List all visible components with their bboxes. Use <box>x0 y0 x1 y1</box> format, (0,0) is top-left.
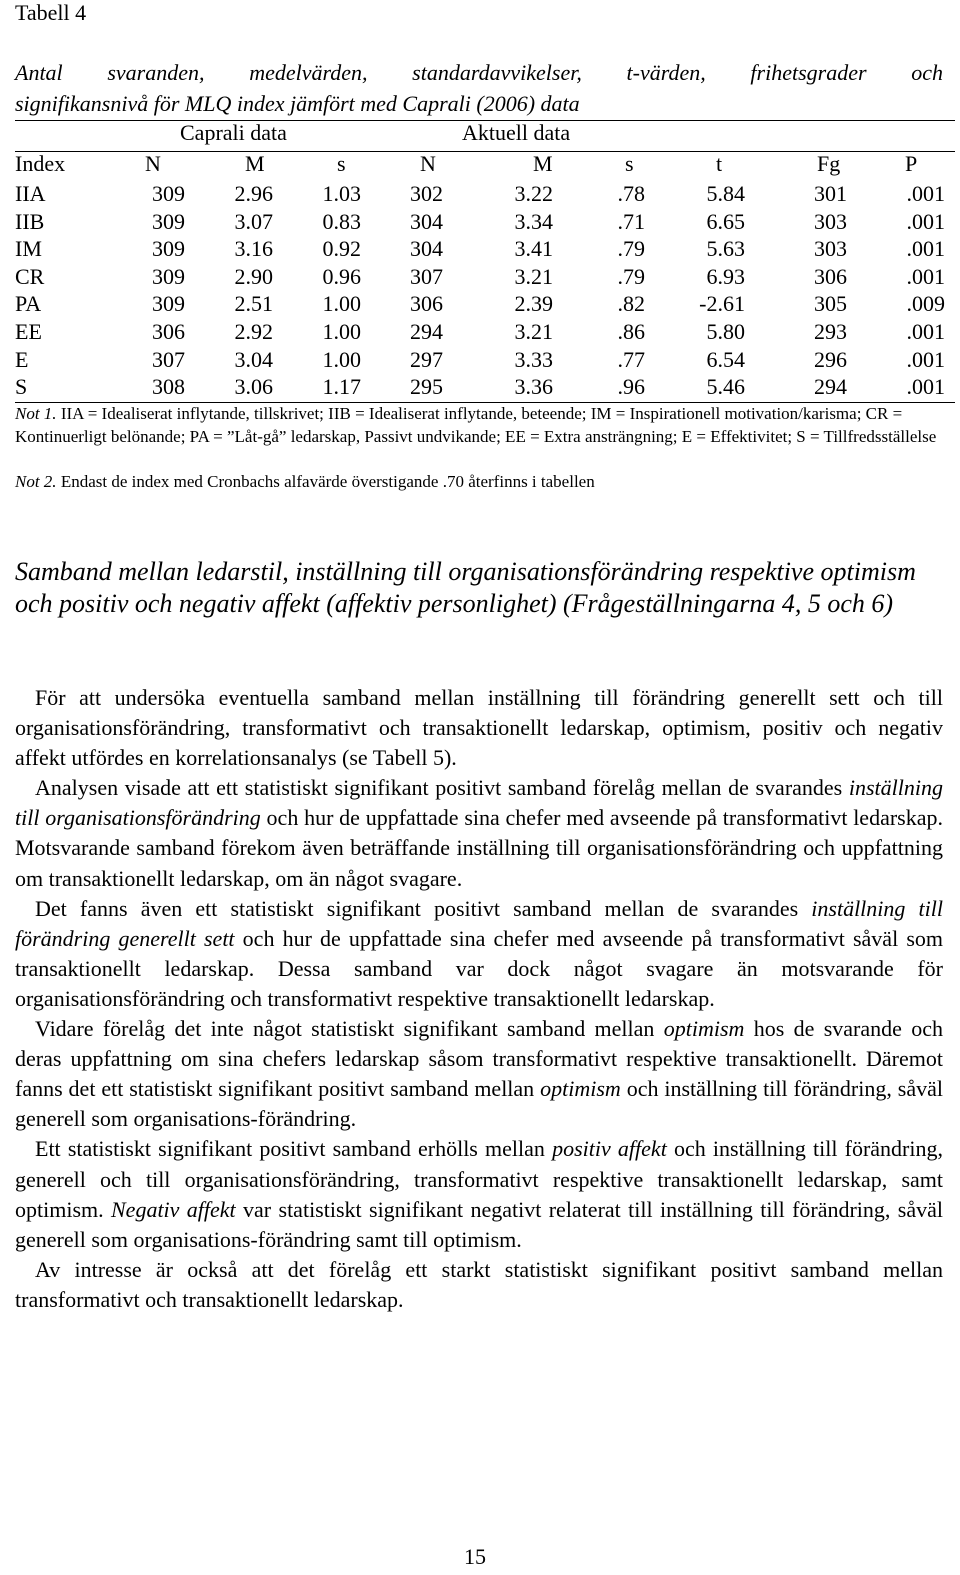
table-cell: 2.90 <box>234 263 273 289</box>
table-cell: 309 <box>152 208 185 234</box>
table-cell: .001 <box>906 346 945 372</box>
table-cell: 294 <box>410 319 443 344</box>
table-cell: .001 <box>906 374 945 400</box>
table-cell: 3.07 <box>234 208 273 234</box>
table-cell: 304 <box>410 236 443 262</box>
table-cell: .001 <box>906 263 945 289</box>
table-cell: 3.33 <box>514 346 553 372</box>
table-cell: .78 <box>617 181 645 206</box>
table-cell: 304 <box>410 208 443 234</box>
paragraph-1: För att undersöka eventuella samband mellan inställning till förändring generellt sett och till organisationsförändring, transformativt och transaktionellt ledarskap, optimism, positiv och negativ affekt utfördes en korrelationsanalys (se Tabell 5). <box>15 685 943 771</box>
table-cell: 309 <box>152 291 185 317</box>
table-cell: -2.61 <box>699 291 745 317</box>
table-cell: .009 <box>906 291 945 317</box>
table-cell: 3.04 <box>234 346 273 372</box>
note-1-label: Not 1. <box>15 404 57 423</box>
table-cell: 306 <box>152 319 185 344</box>
table-row-1 <box>15 209 955 237</box>
table-cell: 5.63 <box>706 236 745 262</box>
table-cell: 309 <box>152 181 185 206</box>
column-header: t <box>716 151 723 176</box>
table-row-0 <box>15 181 955 209</box>
table-cell: 3.34 <box>514 208 553 234</box>
table-row-3 <box>15 264 955 292</box>
table-cell: 1.00 <box>322 346 361 372</box>
table-cell: S <box>15 374 28 400</box>
column-header: P <box>905 151 918 176</box>
table-row-2 <box>15 236 955 264</box>
paragraph-5: Ett statistiskt signifikant positivt samband erhölls mellan positiv affekt och inställning till förändring, generell och till organisationsförändring, transformativt respektive transaktionellt ledarskap, samt optimism. Negativ affekt var statistiskt signifikant negativt relaterat till inställning till förändring, såväl generell som organisations-förändring samt till optimism. <box>15 1136 943 1252</box>
table-cell: PA <box>15 291 42 317</box>
table-cell: 306 <box>814 263 847 289</box>
table-cell: 3.36 <box>514 374 553 400</box>
table-cell: 5.46 <box>706 374 745 400</box>
table-cell: .001 <box>906 236 945 262</box>
table-cell: 307 <box>152 346 185 372</box>
table-caption-line-1: Antal svaranden, medelvärden, standardavvikelser, t-värden, frihetsgrader och <box>15 60 943 85</box>
table-cell: 301 <box>814 181 847 206</box>
table-row-5 <box>15 319 955 347</box>
table-cell: 294 <box>814 374 847 400</box>
table-cell: 3.41 <box>514 236 553 262</box>
group-header-aktuell: Aktuell data <box>462 120 571 145</box>
table-cell: IIA <box>15 181 46 206</box>
column-header: Fg <box>817 151 841 176</box>
table-cell: 2.92 <box>234 319 273 344</box>
table-cell: 3.22 <box>514 181 553 206</box>
table-cell: 2.39 <box>514 291 553 317</box>
table-cell: IIB <box>15 208 45 234</box>
table-row-7 <box>15 374 955 402</box>
paragraph-2: Analysen visade att ett statistiskt signifikant positivt samband förelåg mellan de svarandes inställning till organisationsförändring och hur de uppfattade sina chefer med avseende på transformativt ledarskap. Motsvarande samband förekom även beträffande inställning till organisationsförändring och uppfattning om transaktionellt ledarskap, om än något svagare. <box>15 775 943 891</box>
table-cell: 309 <box>152 263 185 289</box>
note-1-text: IIA = Idealiserat inflytande, tillskrivet; IIB = Idealiserat inflytande, beteende; IM = Inspirationell motivation/karisma; CR = Kontinuerligt belönande; PA = ”Låt-gå” ledarskap, Passivt undvikande; EE = Extra ansträngning; E = Effektivitet; S = Tillfredsställelse <box>15 404 937 446</box>
table-cell: .82 <box>617 291 645 317</box>
table-cell: 305 <box>814 291 847 317</box>
table-cell: 3.21 <box>514 319 553 344</box>
table-cell: CR <box>15 263 45 289</box>
column-header: s <box>625 151 634 176</box>
table-cell: .79 <box>617 263 645 289</box>
table-caption-line-2: signifikansnivå för MLQ index jämfört med Caprali (2006) data <box>15 91 580 116</box>
paragraph-3: Det fanns även ett statistiskt signifikant positivt samband mellan de svarandes inställning till förändring generellt sett och hur de uppfattade sina chefer med avseende på transformativt såväl som transaktionellt ledarskap. Dessa samband var dock något svagare än motsvarande för organisationsförändring och transformativt respektive transaktionellt ledarskap. <box>15 895 943 1011</box>
column-header: Index <box>15 151 66 176</box>
table-cell: 2.96 <box>234 181 273 206</box>
table-cell: .86 <box>617 319 645 344</box>
column-header: N <box>145 151 161 176</box>
table-cell: 0.96 <box>322 263 361 289</box>
table-row-4 <box>15 291 955 319</box>
table-cell: 309 <box>152 236 185 262</box>
table-cell: IM <box>15 236 42 262</box>
table-cell: EE <box>15 319 42 344</box>
table-cell: 303 <box>814 208 847 234</box>
table-header-row <box>15 151 955 179</box>
column-header: s <box>337 151 346 176</box>
table-cell: 308 <box>152 374 185 400</box>
table-cell: 293 <box>814 319 847 344</box>
table-cell: E <box>15 346 29 372</box>
table-cell: 297 <box>410 346 443 372</box>
table-cell: 1.00 <box>322 291 361 317</box>
table-cell: 1.03 <box>322 181 361 206</box>
table-row-6 <box>15 347 955 375</box>
page-number: 15 <box>464 1544 486 1569</box>
table-note-1 <box>15 403 945 448</box>
table-note-2 <box>15 471 945 494</box>
group-header-caprali: Caprali data <box>180 120 287 145</box>
table-cell: .001 <box>906 319 945 344</box>
table-cell: 303 <box>814 236 847 262</box>
table-cell: 5.80 <box>706 319 745 344</box>
note-2-text: Endast de index med Cronbachs alfavärde överstigande .70 återfinns i tabellen <box>56 472 595 491</box>
table-cell: 0.83 <box>322 208 361 234</box>
table-cell: 6.93 <box>706 263 745 289</box>
table-cell: .96 <box>617 374 645 400</box>
table-cell: 302 <box>410 181 443 206</box>
table-cell: 3.06 <box>234 374 273 400</box>
table-cell: .001 <box>906 208 945 234</box>
table-cell: .001 <box>906 181 945 206</box>
table-cell: 295 <box>410 374 443 400</box>
table-label: Tabell 4 <box>15 0 87 25</box>
table-cell: .79 <box>617 236 645 262</box>
paragraph-4: Vidare förelåg det inte något statistiskt signifikant samband mellan optimism hos de svarande och deras uppfattning om sina chefers ledarskap såsom transformativt respektive transaktionellt. Däremot fanns det ett statistiskt signifikant positivt samband mellan optimism och inställning till förändring, såväl generell som organisations-förändring. <box>15 1016 943 1132</box>
table-cell: 3.21 <box>514 263 553 289</box>
column-header: M <box>245 151 265 176</box>
table-cell: .71 <box>617 208 645 234</box>
table-cell: 296 <box>814 346 847 372</box>
note-2-label: Not 2. <box>15 472 57 491</box>
table-cell: 5.84 <box>706 181 745 206</box>
table-cell: 6.54 <box>706 346 745 372</box>
column-header: N <box>420 151 436 176</box>
table-cell: 307 <box>410 263 443 289</box>
column-header: M <box>533 151 553 176</box>
body-text <box>15 683 943 1315</box>
table-cell: 0.92 <box>322 236 361 262</box>
table-cell: 306 <box>410 291 443 317</box>
table-cell: 6.65 <box>706 208 745 234</box>
table-cell: 2.51 <box>234 291 273 317</box>
table-cell: 1.17 <box>322 374 361 400</box>
table-cell: 3.16 <box>234 236 273 262</box>
paragraph-6: Av intresse är också att det förelåg ett starkt statistiskt signifikant positivt samband mellan transformativt och transaktionellt ledarskap. <box>15 1256 943 1312</box>
table-cell: 1.00 <box>322 319 361 344</box>
section-heading: Samband mellan ledarstil, inställning till organisationsförändring respektive optimism och positiv och negativ affekt (affektiv personlighet) (Frågeställningarna 4, 5 och 6) <box>15 557 916 618</box>
table-cell: .77 <box>617 346 645 372</box>
